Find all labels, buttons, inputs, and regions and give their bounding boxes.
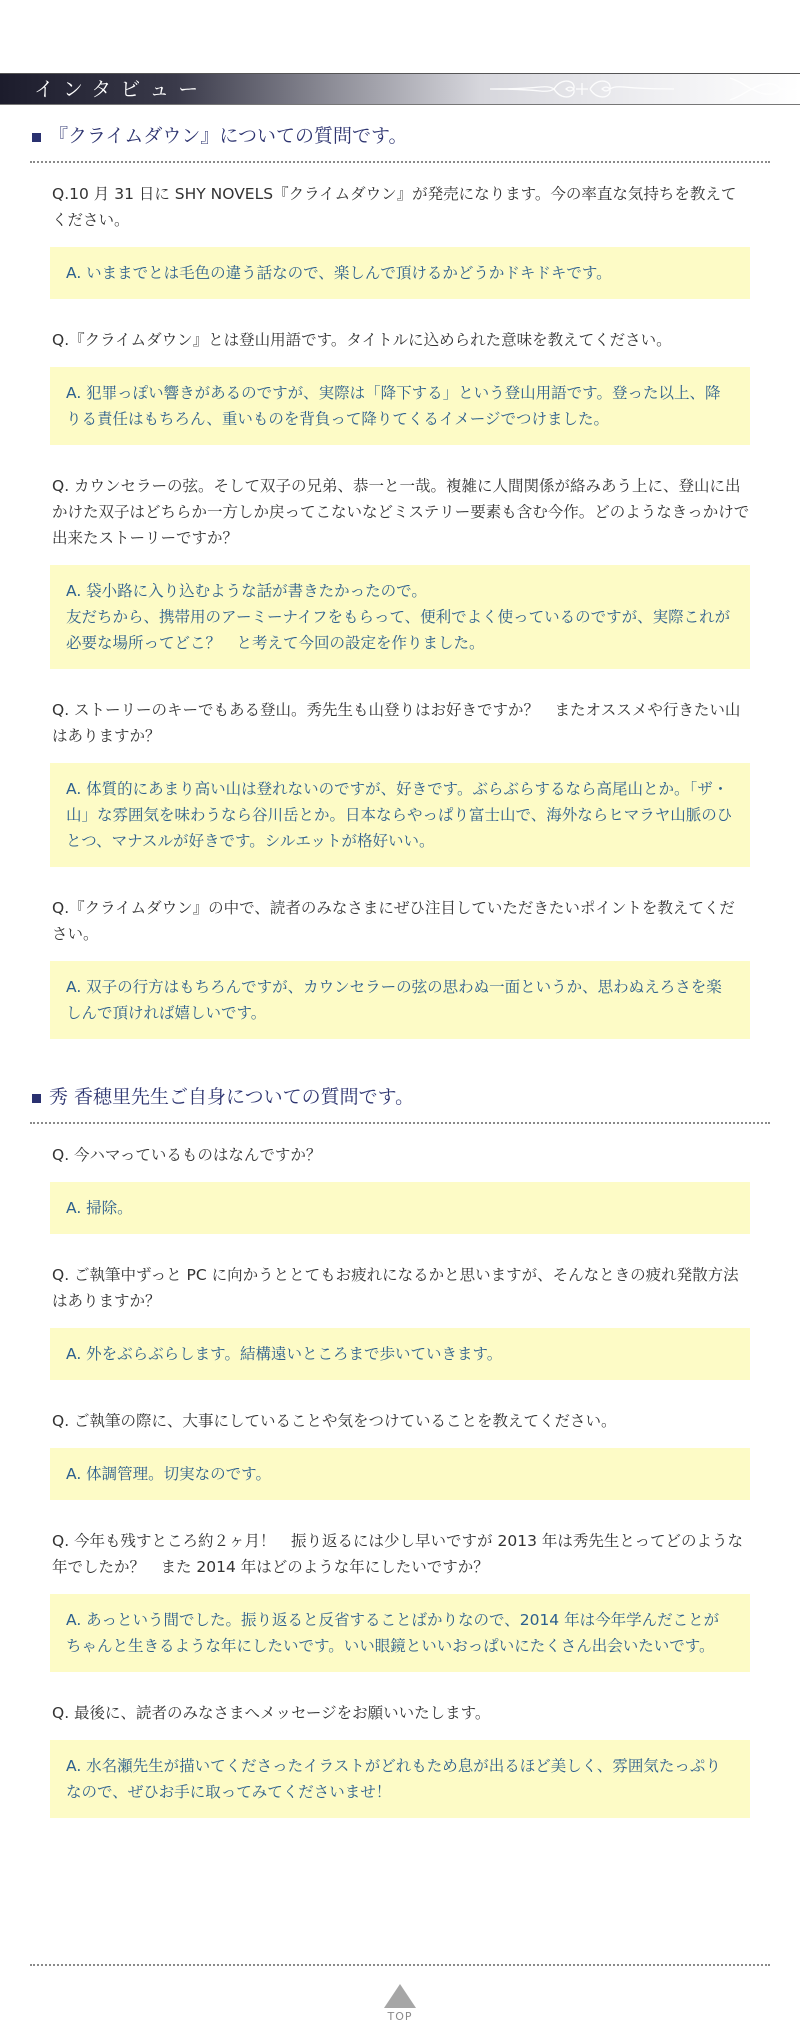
- answer-box: A. 双子の行方はもちろんですが、カウンセラーの弦の思わぬ一面というか、思わぬえろさを楽しんで頂ければ嬉しいです。: [50, 961, 750, 1039]
- bottom-dotted-divider: [30, 1964, 770, 1966]
- answer-box: A. 犯罪っぽい響きがあるのですが、実際は「降下する」という登山用語です。登った以上、降りる責任はもちろん、重いものを背負って降りてくるイメージでつけました。: [50, 367, 750, 445]
- question-text: Q. ストーリーのキーでもある登山。秀先生も山登りはお好きですか？ またオススメや行きたい山はありますか？: [52, 701, 741, 745]
- dotted-divider: [30, 1122, 770, 1124]
- question-text: Q. ご執筆の際に、大事にしていることや気をつけていることを教えてください。: [52, 1412, 617, 1430]
- interview-content: [30, 122, 770, 1862]
- square-bullet-icon: [32, 133, 41, 142]
- section-heading-text: 『クライムダウン』についての質問です。: [49, 125, 408, 147]
- question-text: Q.10 月 31 日に SHY NOVELS『クライムダウン』が発売になります。今の率直な気持ちを教えてください。: [52, 185, 737, 229]
- question-text: Q. 最後に、読者のみなさまへメッセージをお願いいたします。: [52, 1704, 491, 1722]
- interview-header-bar: [0, 73, 800, 105]
- ornament-icon: [480, 74, 800, 104]
- answer-box: A. あっという間でした。振り返ると反省することばかりなので、2014 年は今年学んだことがちゃんと生きるような年にしたいです。いい眼鏡といいおっぱいにたくさん出会いたいです。: [50, 1594, 750, 1672]
- answer-box: A. 掃除。: [50, 1182, 750, 1234]
- question-text: Q.『クライムダウン』の中で、読者のみなさまにぜひ注目していただきたいポイントを教えてください。: [52, 899, 735, 943]
- answer-box: A. 袋小路に入り込むような話が書きたかったので。 友だちから、携帯用のアーミーナイフをもらって、便利でよく使っているのですが、実際これが必要な場所ってどこ？ と考えて今回の設定を作りました。: [50, 565, 750, 669]
- up-arrow-icon: [384, 1984, 416, 2008]
- question-text: Q. 今ハマっているものはなんですか？: [52, 1146, 322, 1164]
- section-heading: [30, 1083, 770, 1111]
- answer-box: A. 体質的にあまり高い山は登れないのですが、好きです。ぶらぶらするなら高尾山とか。「ザ・山」な雰囲気を味わうなら谷川岳とか。日本ならやっぱり富士山で、海外ならヒマラヤ山脈のひとつ、マナスルが好きです。シルエットが格好いい。: [50, 763, 750, 867]
- dotted-divider: [30, 161, 770, 163]
- section-author: [30, 1083, 770, 1818]
- question-text: Q. 今年も残すところ約２ヶ月！ 振り返るには少し早いですが 2013 年は秀先生とってどのような年でしたか？ また 2014 年はどのような年にしたいですか？: [52, 1532, 744, 1576]
- qa-list: [50, 181, 750, 1039]
- question-text: Q. ご執筆中ずっと PC に向かうととてもお疲れになるかと思いますが、そんなときの疲れ発散方法はありますか？: [52, 1266, 739, 1310]
- section-heading: [30, 122, 770, 150]
- answer-box: A. 水名瀬先生が描いてくださったイラストがどれもため息が出るほど美しく、雰囲気たっぷりなので、ぜひお手に取ってみてくださいませ！: [50, 1740, 750, 1818]
- section-heading-text: 秀 香穂里先生ご自身についての質問です。: [49, 1086, 415, 1108]
- section-climb-down: [30, 122, 770, 1039]
- qa-list: [50, 1142, 750, 1818]
- top-label: TOP: [387, 2010, 413, 2023]
- answer-box: A. 体調管理。切実なのです。: [50, 1448, 750, 1500]
- back-to-top-button[interactable]: [380, 1984, 420, 2023]
- answer-box: A. 外をぶらぶらします。結構遠いところまで歩いていきます。: [50, 1328, 750, 1380]
- square-bullet-icon: [32, 1094, 41, 1103]
- answer-box: A. いままでとは毛色の違う話なので、楽しんで頂けるかどうかドキドキです。: [50, 247, 750, 299]
- question-text: Q. カウンセラーの弦。そして双子の兄弟、恭一と一哉。複雑に人間関係が絡みあう上に、登山に出かけた双子はどちらか一方しか戻ってこないなどミステリー要素も含む今作。どのようなきっかけで出来たストーリーですか？: [52, 477, 750, 547]
- question-text: Q.『クライムダウン』とは登山用語です。タイトルに込められた意味を教えてください。: [52, 331, 672, 349]
- page-title: インタビュー: [34, 77, 208, 101]
